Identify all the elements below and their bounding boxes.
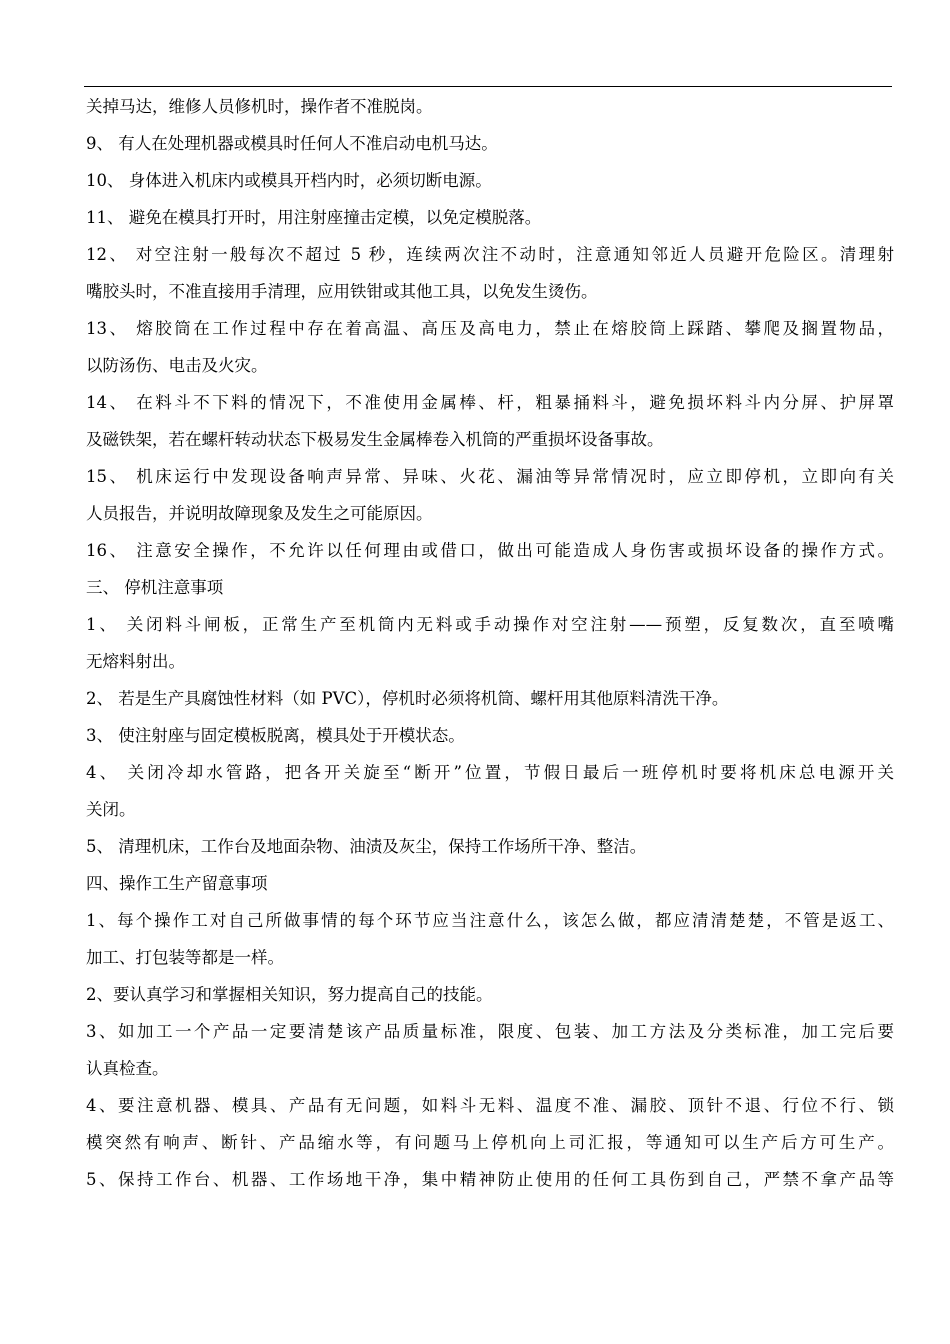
document-line: 2、 若是生产具腐蚀性材料（如 PVC），停机时必须将机筒、螺杆用其他原料清洗干净。 [86,689,729,708]
document-line: 无熔料射出。 [86,652,185,671]
document-line: 9、 有人在处理机器或模具时任何人不准启动电机马达。 [86,134,498,153]
document-line: 及磁铁架，若在螺杆转动状态下极易发生金属棒卷入机筒的严重损坏设备事故。 [86,430,664,449]
document-line: 5、保持工作台、机器、工作场地干净，集中精神防止使用的任何工具伤到自己，严禁不拿产品等 [86,1170,894,1189]
document-line: 1、每个操作工对自己所做事情的每个环节应当注意什么，该怎么做，都应清清楚楚，不管是返工、 [86,911,894,930]
document-body [86,88,894,1198]
document-line: 2、要认真学习和掌握相关知识，努力提高自己的技能。 [86,985,493,1004]
document-line: 14、 在料斗不下料的情况下，不准使用金属棒、杆，粗暴捅料斗，避免损坏料斗内分屏、护屏罩 [86,393,894,412]
document-line: 模突然有响声、断针、产品缩水等，有问题马上停机向上司汇报，等通知可以生产后方可生产。 [86,1133,894,1152]
document-line: 3、如加工一个产品一定要清楚该产品质量标准，限度、包装、加工方法及分类标准，加工完后要 [86,1022,894,1041]
document-line: 1、 关闭料斗闸板，正常生产至机筒内无料或手动操作对空注射——预塑，反复数次，直至喷嘴 [86,615,894,634]
document-line: 关掉马达，维修人员修机时，操作者不准脱岗。 [86,97,433,116]
document-line: 12、 对空注射一般每次不超过 5 秒，连续两次注不动时，注意通知邻近人员避开危险区。清理射 [86,245,894,264]
document-line: 嘴胶头时，不准直接用手清理，应用铁钳或其他工具，以免发生烫伤。 [86,282,598,301]
document-line: 16、 注意安全操作，不允许以任何理由或借口，做出可能造成人身伤害或损坏设备的操作方式。 [86,541,894,560]
document-line: 四、操作工生产留意事项 [86,874,268,893]
document-line: 10、 身体进入机床内或模具开档内时，必须切断电源。 [86,171,492,190]
document-line: 11、 避免在模具打开时，用注射座撞击定模，以免定模脱落。 [86,208,542,227]
header-rule [84,86,892,87]
document-line: 关闭。 [86,800,136,819]
document-line: 3、 使注射座与固定模板脱离，模具处于开模状态。 [86,726,465,745]
document-line: 三、 停机注意事项 [86,578,224,597]
document-line: 认真检查。 [86,1059,169,1078]
document-line: 13、 熔胶筒在工作过程中存在着高温、高压及高电力，禁止在熔胶筒上踩踏、攀爬及搁置物品， [86,319,894,338]
document-line: 5、 清理机床，工作台及地面杂物、油渍及灰尘，保持工作场所干净、整洁。 [86,837,647,856]
document-line: 人员报告，并说明故障现象及发生之可能原因。 [86,504,433,523]
document-line: 15、 机床运行中发现设备响声异常、异味、火花、漏油等异常情况时，应立即停机，立即向有关 [86,467,894,486]
document-line: 4、要注意机器、模具、产品有无问题，如料斗无料、温度不准、漏胶、顶针不退、行位不行、锁 [86,1096,894,1115]
document-line: 4、 关闭冷却水管路，把各开关旋至“断开”位置，节假日最后一班停机时要将机床总电源开关 [86,763,894,782]
document-line: 加工、打包装等都是一样。 [86,948,284,967]
document-line: 以防汤伤、电击及火灾。 [86,356,268,375]
